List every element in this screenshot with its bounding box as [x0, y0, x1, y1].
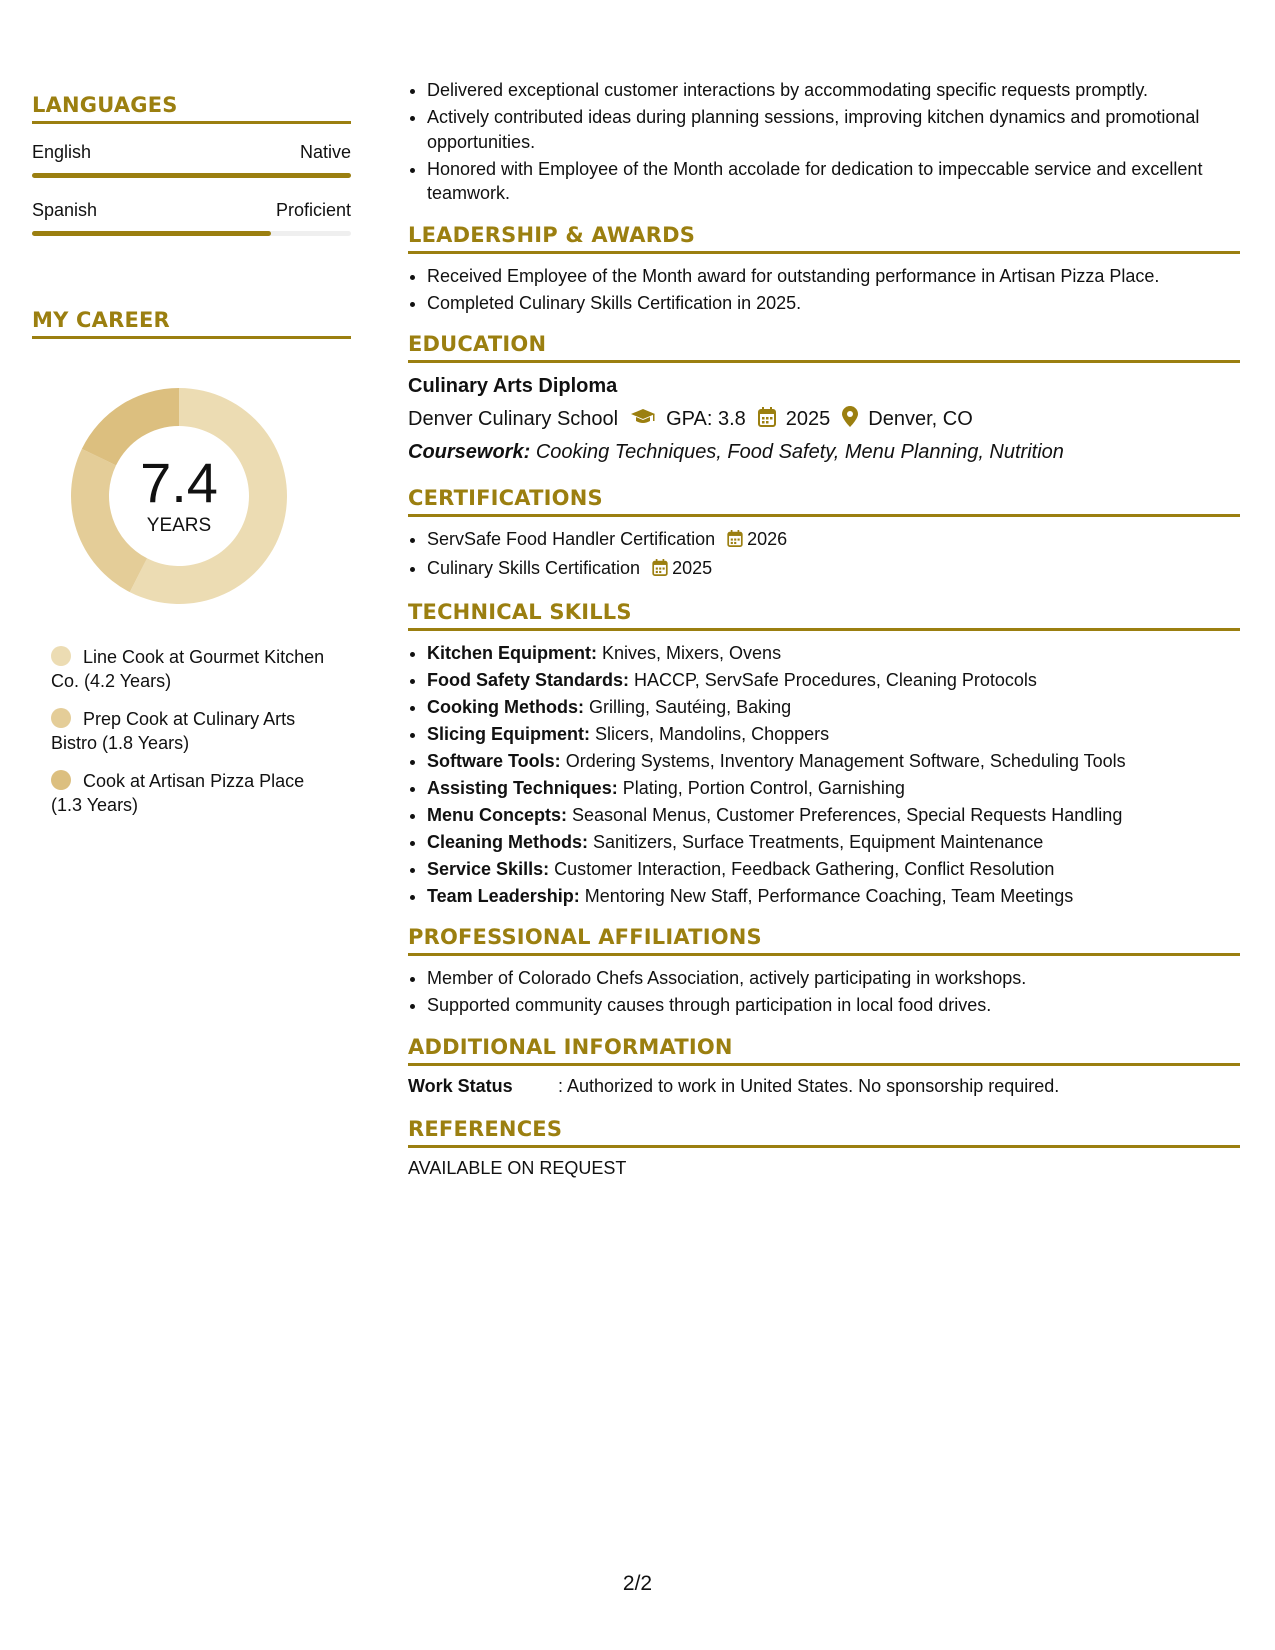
cert-name: ServSafe Food Handler Certification	[427, 529, 716, 549]
affiliations-section	[408, 925, 1240, 1018]
education-gpa: GPA: 3.8	[666, 408, 746, 430]
skill-item	[427, 749, 1240, 774]
legend-item	[51, 707, 326, 755]
skill-item	[427, 722, 1240, 747]
skill-item	[427, 641, 1240, 666]
skill-item	[427, 803, 1240, 828]
languages-title: LANGUAGES	[32, 93, 351, 124]
legend-swatch	[51, 646, 71, 666]
skills-title: TECHNICAL SKILLS	[408, 600, 1240, 631]
skill-item	[427, 776, 1240, 801]
education-location: Denver, CO	[868, 408, 973, 430]
legend-label: Cook at Artisan Pizza Place (1.3 Years)	[51, 771, 305, 815]
experience-bullets	[408, 78, 1240, 206]
list-item: • Member of Colorado Chefs Association, actively participating in workshops.	[427, 966, 1240, 991]
skill-label: Cooking Methods:	[427, 696, 584, 717]
skill-label: Cleaning Methods:	[427, 831, 588, 852]
leadership-section	[408, 223, 1240, 316]
skill-label: Software Tools:	[427, 750, 561, 771]
skills-list	[408, 641, 1240, 909]
leadership-title: LEADERSHIP & AWARDS	[408, 223, 1240, 254]
education-school: Denver Culinary School	[408, 408, 619, 430]
skill-label: Team Leadership:	[427, 885, 580, 906]
education-section	[408, 332, 1240, 464]
skill-item	[427, 695, 1240, 720]
map-pin-icon	[842, 406, 858, 433]
coursework-list: Cooking Techniques, Food Safety, Menu Planning, Nutrition	[535, 441, 1064, 463]
career-donut-chart	[64, 381, 294, 611]
education-details	[408, 406, 1240, 433]
career-total-value: 7.4	[140, 451, 218, 514]
calendar-icon	[758, 407, 776, 433]
work-status-value: : Authorized to work in United States. No sponsorship required.	[558, 1075, 1060, 1096]
education-degree: Culinary Arts Diploma	[408, 375, 618, 397]
coursework-label: Coursework:	[408, 441, 531, 463]
affiliations-title: PROFESSIONAL AFFILIATIONS	[408, 925, 1240, 956]
skill-value: Plating, Portion Control, Garnishing	[622, 777, 905, 798]
legend-swatch	[51, 770, 71, 790]
language-name: Spanish	[32, 200, 98, 220]
references-title: REFERENCES	[408, 1117, 1240, 1148]
language-item-spanish	[32, 200, 351, 236]
education-title: EDUCATION	[408, 332, 1240, 363]
skill-value: Sanitizers, Surface Treatments, Equipment Maintenance	[593, 831, 1044, 852]
donut-center	[64, 453, 294, 537]
list-item	[427, 527, 1240, 554]
additional-section	[408, 1035, 1240, 1097]
calendar-icon	[727, 529, 743, 554]
skill-label: Food Safety Standards:	[427, 669, 630, 690]
page-number: 2/2	[622, 1572, 653, 1595]
legend-label: Line Cook at Gourmet Kitchen Co. (4.2 Years)	[51, 647, 325, 691]
language-level-bar	[32, 173, 351, 178]
legend-label: Prep Cook at Culinary Arts Bistro (1.8 Years)	[51, 709, 296, 753]
skill-value: Mentoring New Staff, Performance Coaching, Team Meetings	[584, 885, 1074, 906]
skill-item	[427, 857, 1240, 882]
work-status-row	[408, 1076, 1240, 1097]
language-level-fill	[32, 231, 271, 236]
left-column	[32, 93, 351, 831]
language-item-english	[32, 142, 351, 178]
right-column	[408, 78, 1240, 1179]
skill-item	[427, 830, 1240, 855]
additional-title: ADDITIONAL INFORMATION	[408, 1035, 1240, 1066]
language-level: Native	[299, 142, 351, 162]
legend-swatch	[51, 708, 71, 728]
skill-value: HACCP, ServSafe Procedures, Cleaning Protocols	[634, 669, 1037, 690]
language-level: Proficient	[275, 200, 351, 220]
skill-value: Ordering Systems, Inventory Management Software, Scheduling Tools	[565, 750, 1126, 771]
list-item: • Delivered exceptional customer interactions by accommodating specific requests promptly.	[427, 78, 1240, 103]
calendar-icon	[652, 558, 668, 583]
skill-value: Grilling, Sautéing, Baking	[589, 696, 792, 717]
skill-value: Seasonal Menus, Customer Preferences, Special Requests Handling	[572, 804, 1123, 825]
language-level-fill	[32, 173, 351, 178]
legend-item	[51, 645, 326, 693]
language-level-bar	[32, 231, 351, 236]
career-total-unit: YEARS	[146, 515, 212, 536]
career-section	[32, 308, 351, 817]
career-title: MY CAREER	[32, 308, 351, 339]
graduation-cap-icon	[630, 408, 656, 432]
skill-label: Slicing Equipment:	[427, 723, 591, 744]
career-legend	[51, 645, 326, 817]
cert-year: 2026	[747, 529, 788, 549]
certifications-section	[408, 486, 1240, 583]
skill-value: Customer Interaction, Feedback Gathering, Conflict Resolution	[554, 858, 1055, 879]
references-section	[408, 1117, 1240, 1179]
skill-label: Assisting Techniques:	[427, 777, 618, 798]
skill-label: Kitchen Equipment:	[427, 642, 597, 663]
list-item	[427, 556, 1240, 583]
languages-section	[32, 93, 351, 236]
skills-section	[408, 600, 1240, 909]
skill-value: Knives, Mixers, Ovens	[602, 642, 782, 663]
language-name: English	[32, 142, 92, 162]
list-item: • Honored with Employee of the Month accolade for dedication to impeccable service and excellent teamwork.	[427, 157, 1240, 206]
list-item: • Supported community causes through participation in local food drives.	[427, 993, 1240, 1018]
list-item: • Received Employee of the Month award for outstanding performance in Artisan Pizza Place.	[427, 264, 1240, 289]
legend-item	[51, 769, 326, 817]
list-item: • Completed Culinary Skills Certification in 2025.	[427, 291, 1240, 316]
cert-name: Culinary Skills Certification	[427, 558, 641, 578]
education-coursework	[408, 441, 1240, 464]
skill-item	[427, 884, 1240, 909]
list-item: • Actively contributed ideas during planning sessions, improving kitchen dynamics and promotional opportunities.	[427, 105, 1240, 154]
cert-year: 2025	[672, 558, 713, 578]
skill-label: Menu Concepts:	[427, 804, 568, 825]
education-year: 2025	[785, 408, 831, 430]
references-text: AVAILABLE ON REQUEST	[408, 1157, 627, 1178]
skill-item	[427, 668, 1240, 693]
work-status-label: Work Status	[408, 1075, 513, 1096]
skill-value: Slicers, Mandolins, Choppers	[595, 723, 830, 744]
skill-label: Service Skills:	[427, 858, 550, 879]
certifications-title: CERTIFICATIONS	[408, 486, 1240, 517]
